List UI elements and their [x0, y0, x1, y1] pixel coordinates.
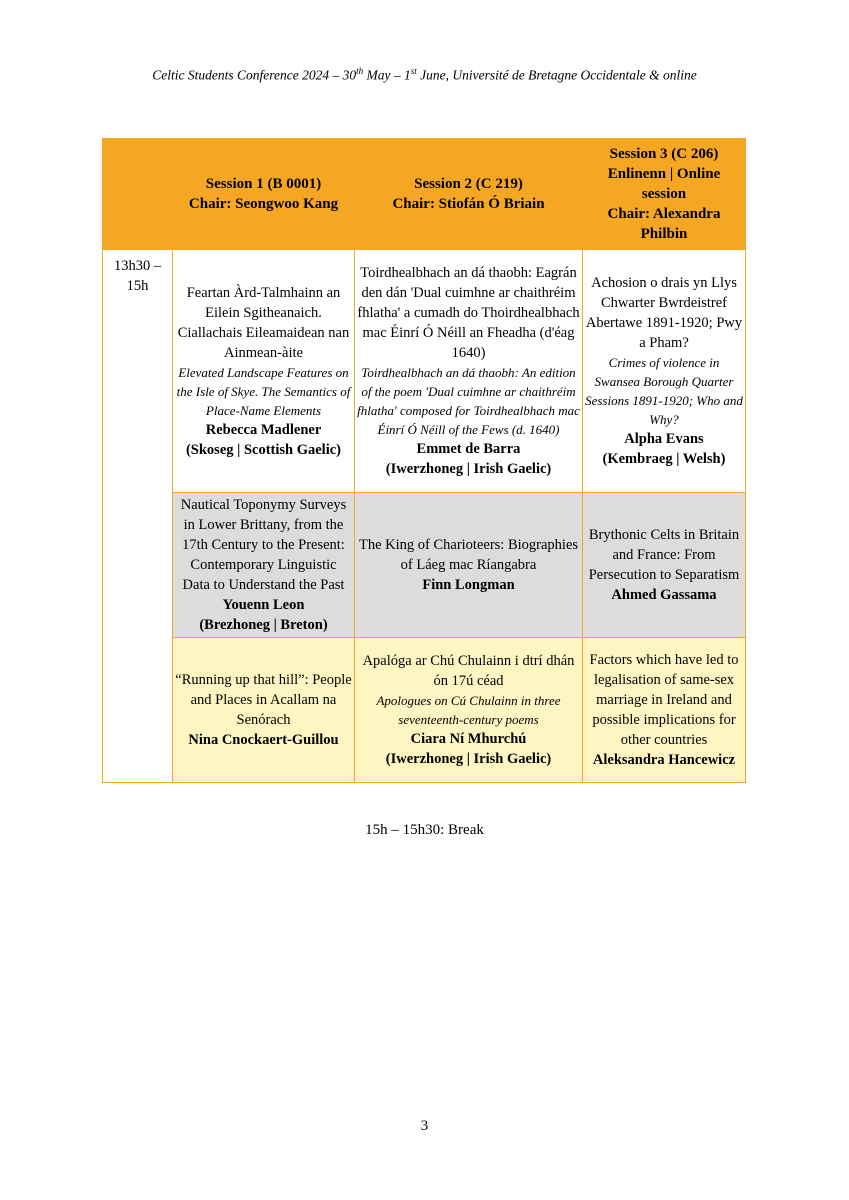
- talk-language: (Iwerzhoneg | Irish Gaelic): [385, 461, 552, 477]
- talk-speaker: Aleksandra Hancewicz: [592, 752, 736, 768]
- session-header-row: [103, 139, 746, 250]
- talk-cell: [583, 638, 746, 783]
- session-3-header: [583, 139, 746, 250]
- header-empty-cell: [103, 139, 173, 250]
- talk-language: (Brezhoneg | Breton): [199, 617, 328, 633]
- session-header-line: Enlinenn | Online: [607, 166, 721, 182]
- session-header-line: Session 1 (B 0001): [205, 176, 322, 192]
- header-sup-2: st: [410, 66, 417, 76]
- talk-cell: [173, 493, 355, 638]
- talk-speaker: Emmet de Barra: [416, 441, 521, 457]
- talk-title: Nautical Toponymy Surveys in Lower Brittany, from the 17th Century to the Present: Contemporary Linguistic Data to Understand the Past: [180, 497, 347, 593]
- session-1-header: [173, 139, 355, 250]
- talk-cell: [355, 250, 583, 493]
- time-slot-label: 13h30 – 15h: [113, 258, 162, 294]
- table-row: [103, 638, 746, 783]
- talk-speaker: Nina Cnockaert-Guillou: [188, 732, 339, 748]
- talk-speaker: Youenn Leon: [222, 597, 305, 613]
- talk-language: (Skoseg | Scottish Gaelic): [185, 441, 342, 458]
- talk-subtitle: Apologues on Cú Chulainn in three seventeenth-century poems: [376, 693, 561, 727]
- talk-title: Toirdhealbhach an dá thaobh: Eagrán den dán 'Dual cuimhne ar chaithréim fhlatha' a cumadh do Thoirdhealbhach mac Éinrí Ó Néill an Fheadha (d'éag 1640): [357, 265, 580, 361]
- session-header-line: Session 2 (C 219): [414, 176, 523, 192]
- session-2-header: [355, 139, 583, 250]
- session-header-line: Philbin: [640, 226, 688, 242]
- time-slot-cell: [103, 250, 173, 783]
- session-header-line: Chair: Stiofán Ó Briain: [392, 196, 545, 212]
- header-part-3: June, Université de Bretagne Occidentale & online: [416, 67, 697, 83]
- session-header-line: Chair: Alexandra: [607, 206, 721, 222]
- talk-cell: [173, 638, 355, 783]
- talk-language: (Iwerzhoneg | Irish Gaelic): [385, 751, 552, 767]
- talk-title: The King of Charioteers: Biographies of Láeg mac Ríangabra: [358, 537, 579, 573]
- session-header-line: Session 3 (C 206): [609, 146, 719, 162]
- talk-title: Brythonic Celts in Britain and France: From Persecution to Separatism: [588, 527, 740, 583]
- running-header: [0, 66, 849, 84]
- session-header-line: Chair: Seongwoo Kang: [188, 196, 339, 212]
- talk-title: Achosion o drais yn Llys Chwarter Bwrdeistref Abertawe 1891-1920; Pwy a Pham?: [585, 275, 743, 351]
- talk-speaker: Rebecca Madlener: [205, 421, 322, 438]
- header-part-1: Celtic Students Conference 2024 – 30: [152, 67, 357, 83]
- talk-cell: [355, 493, 583, 638]
- talk-subtitle: Elevated Landscape Features on the Isle of Skye. The Semantics of Place-Name Elements: [176, 364, 351, 418]
- talk-speaker: Finn Longman: [422, 577, 515, 593]
- session-header-line: session: [641, 186, 687, 202]
- break-notice: 15h – 15h30: Break: [365, 822, 484, 838]
- talk-title: Factors which have led to legalisation of same-sex marriage in Ireland and possible implications for other countries: [589, 652, 739, 748]
- talk-subtitle: Toirdhealbhach an dá thaobh: An edition of the poem 'Dual cuimhne ar chaithréim fhlatha' composed for Toirdhealbhach mac Éinrí Ó Néill of the Fews (d. 1640): [357, 365, 580, 437]
- page-number: 3: [420, 1118, 429, 1134]
- talk-speaker: Ciara Ní Mhurchú: [410, 731, 527, 747]
- talk-cell: [355, 638, 583, 783]
- talk-cell: [583, 493, 746, 638]
- talk-language: (Kembraeg | Welsh): [602, 451, 726, 467]
- talk-title: Feartan Àrd-Talmhainn an Eilein Sgitheanaich. Ciallachais Eileamaidean nan Ainmean-àite: [177, 284, 350, 361]
- header-part-2: May – 1: [363, 67, 411, 83]
- talk-title: Apalóga ar Chú Chulainn i dtrí dhán ón 17ú céad: [362, 653, 575, 689]
- talk-subtitle: Crimes of violence in Swansea Borough Quarter Sessions 1891-1920; Who and Why?: [585, 355, 743, 427]
- talk-title: “Running up that hill”: People and Places in Acallam na Senórach: [175, 672, 352, 728]
- talk-cell: [583, 250, 746, 493]
- programme-table: [102, 138, 746, 783]
- header-sup-1: th: [356, 66, 364, 76]
- talk-speaker: Ahmed Gassama: [611, 587, 717, 603]
- talk-speaker: Alpha Evans: [624, 431, 704, 447]
- table-row: [103, 250, 746, 493]
- table-row: [103, 493, 746, 638]
- talk-cell: [173, 250, 355, 493]
